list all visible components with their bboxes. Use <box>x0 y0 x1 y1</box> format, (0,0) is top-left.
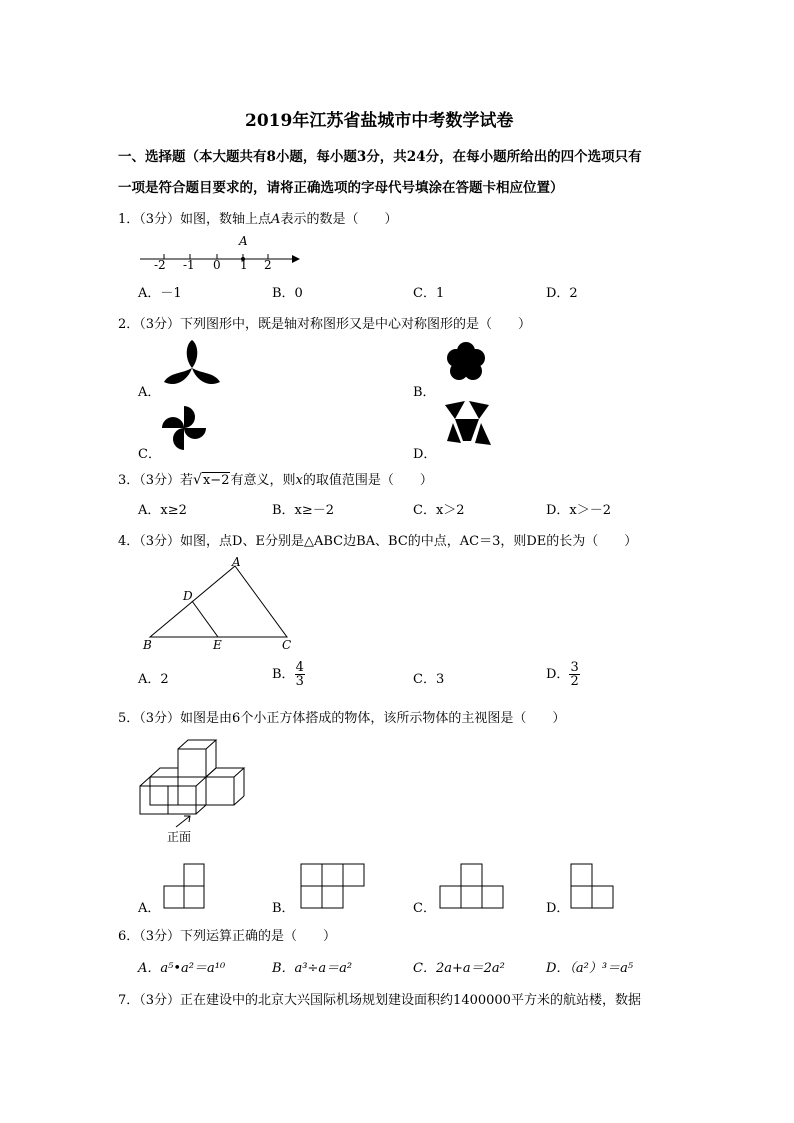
q1-option-d: D．2 <box>546 286 578 301</box>
q6-option-a: A．a⁵•a²＝a¹⁰ <box>138 961 226 976</box>
section-heading-line1: 一、选择题（本大题共有8小题，每小题3分，共24分，在每小题所给出的四个选项只有 <box>118 149 642 165</box>
vertex-label: B <box>143 638 152 652</box>
question-2-stem: 2．（3分）下列图形中，既是轴对称图形又是中心对称图形的是（ ） <box>118 317 532 332</box>
q4-option-b-label: B． <box>272 667 295 682</box>
q5-label-d: D． <box>546 901 570 916</box>
page-title: 2019年江苏省盐城市中考数学试卷 <box>245 111 514 131</box>
question-7-stem: 7．（3分）正在建设中的北京大兴国际机场规划建设面积约1400000平方米的航站楼，数据 <box>118 993 641 1008</box>
q2-label-c: C． <box>138 447 161 462</box>
tick-label: 0 <box>213 258 221 272</box>
q3-stem-part-c: 的取值范围是（ ） <box>302 473 433 488</box>
q5-label-b: B． <box>272 901 295 916</box>
q3-option-c: C．x＞2 <box>413 503 465 518</box>
tick-label: -2 <box>154 258 166 272</box>
tick-label: 1 <box>240 258 248 272</box>
fraction-denominator: 3 <box>295 674 304 689</box>
question-5-stem: 5．（3分）如图是由6个小正方体搭成的物体，该所示物体的主视图是（ ） <box>118 711 566 726</box>
q1-stem-var: A <box>271 212 281 227</box>
vertex-label: E <box>213 638 222 652</box>
view-b <box>301 864 364 908</box>
q6-option-c: C．2a+a＝2a² <box>413 961 505 976</box>
q6-option-b: B．a³÷a＝a² <box>272 961 353 976</box>
front-view-label: 正面 <box>167 830 192 844</box>
q5-label-a: A． <box>138 901 161 916</box>
fraction-denominator: 2 <box>570 674 579 689</box>
sqrt-symbol: √ <box>193 472 202 488</box>
q2-label-d: D． <box>413 447 437 462</box>
q1-option-a: A．－1 <box>138 286 182 301</box>
q1-option-b: B．0 <box>272 286 303 301</box>
q3-radicand: x−2 <box>202 473 230 488</box>
question-6-stem: 6．（3分）下列运算正确的是（ ） <box>118 929 337 944</box>
q3-stem-var: x <box>295 473 303 488</box>
q1-stem-part-a: 1．（3分）如图，数轴上点 <box>118 212 272 227</box>
q3-stem-part-b: 有意义，则 <box>230 473 296 488</box>
q2-label-a: A． <box>138 385 161 400</box>
q3-stem-part-a: 3．（3分）若 <box>118 473 194 488</box>
view-a <box>164 864 204 908</box>
view-c <box>440 864 503 908</box>
view-d <box>571 864 613 908</box>
vertex-label: C <box>282 638 292 652</box>
q1-option-c: C．1 <box>413 286 445 301</box>
vertex-label: D <box>183 589 193 603</box>
tick-label: -1 <box>183 258 195 272</box>
fraction-numerator: 3 <box>570 660 579 675</box>
question-4-stem: 4．（3分）如图，点D、E分别是△ABC边BA、BC的中点，AC＝3，则DE的长为（ ） <box>118 534 638 549</box>
q4-option-d-label: D． <box>546 667 570 682</box>
number-line-point-label: A <box>239 234 248 248</box>
section-heading-line2: 一项是符合题目要求的，请将正确选项的字母代号填涂在答题卡相应位置） <box>118 180 564 196</box>
q4-option-a: A．2 <box>138 672 169 687</box>
vertex-label: A <box>232 555 241 569</box>
q1-stem-part-b: 表示的数是（ ） <box>280 212 398 227</box>
q3-option-a: A．x≥2 <box>138 503 187 518</box>
q2-label-b: B． <box>413 385 436 400</box>
q3-option-d: D．x＞－2 <box>546 503 612 518</box>
q3-option-b: B．x≥－2 <box>272 503 335 518</box>
tick-label: 2 <box>264 258 272 272</box>
q5-label-c: C． <box>413 901 436 916</box>
q6-option-d: D．（a²）³＝a⁵ <box>546 961 634 976</box>
q4-option-c: C．3 <box>413 672 445 687</box>
fraction-numerator: 4 <box>295 660 304 675</box>
